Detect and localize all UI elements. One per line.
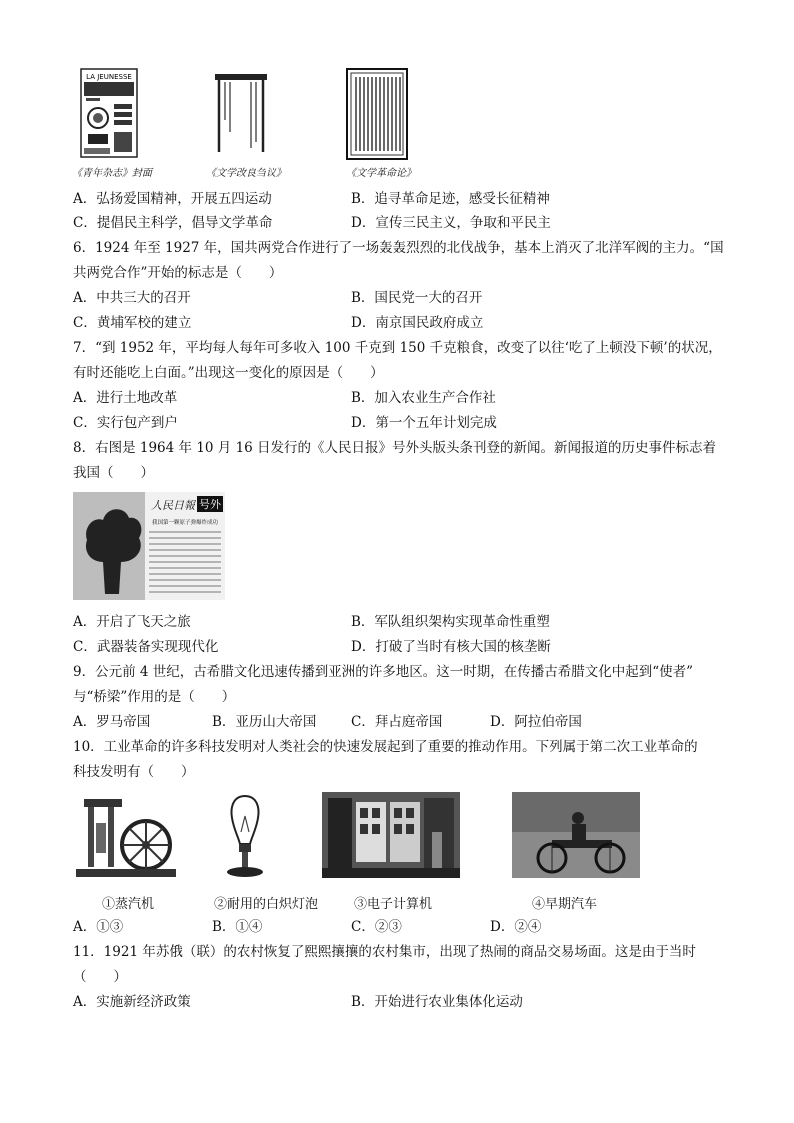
caption-literary-reform: 《文学改良刍议》	[206, 168, 286, 179]
q6-option-a: A．中共三大的召开	[73, 290, 191, 306]
q11-stem-line1: 11．1921 年苏俄（联）的农村恢复了熙熙攘攘的农村集市，出现了热闹的商品交易场面。这是由于当时	[73, 944, 696, 960]
caption-literary-revolution: 《文学革命论》	[346, 168, 416, 179]
q11-option-a: A．实施新经济政策	[73, 994, 191, 1010]
q6-option-d: D．南京国民政府成立	[351, 315, 484, 331]
caption-automobile: ④早期汽车	[532, 897, 598, 912]
literary-reform-image	[213, 72, 269, 156]
youth-magazine-cover-image	[80, 68, 138, 158]
caption-youth-magazine: 《青年杂志》封面	[72, 168, 152, 179]
q7-option-d: D．第一个五年计划完成	[351, 415, 497, 431]
q10-stem-line1: 10．工业革命的许多科技发明对人类社会的快速发展起到了重要的推动作用。下列属于第二次工业革命的	[73, 739, 698, 755]
q7-option-c: C．实行包产到户	[73, 415, 178, 431]
q9-option-c: C．拜占庭帝国	[351, 714, 443, 730]
q7-option-b: B．加入农业生产合作社	[351, 390, 496, 406]
q10-option-b: B．①④	[212, 919, 263, 935]
q6-stem-line2: 共两党合作”开始的标志是（ ）	[73, 265, 283, 281]
q10-option-a: A．①③	[73, 919, 124, 935]
q9-option-b: B．亚历山大帝国	[212, 714, 317, 730]
q9-stem-line2: 与“桥梁”作用的是（ ）	[73, 689, 236, 705]
caption-computer: ③电子计算机	[354, 897, 433, 912]
paper-headline: 我国第一颗原子弹爆炸成功	[151, 520, 219, 526]
q5-option-c: C．提倡民主科学，倡导文学革命	[73, 215, 273, 231]
q7-option-a: A．进行土地改革	[73, 390, 178, 406]
caption-bulb: ②耐用的白炽灯泡	[214, 897, 319, 912]
q8-stem-line2: 我国（ ）	[73, 465, 154, 481]
q6-stem-line1: 6．1924 年至 1927 年，国共两党合作进行了一场轰轰烈烈的北伐战争，基本上消灭了北洋军阀的主力。“国	[73, 240, 724, 256]
q11-option-b: B．开始进行农业集体化运动	[351, 994, 523, 1010]
q5-option-d: D．宣传三民主义，争取和平民主	[351, 215, 551, 231]
peoples-daily-extra-image	[73, 492, 225, 600]
q11-stem-line2: （ ）	[73, 969, 127, 985]
q9-option-a: A．罗马帝国	[73, 714, 151, 730]
q6-option-c: C．黄埔军校的建立	[73, 315, 192, 331]
steam-engine-image	[76, 795, 176, 879]
q10-stem-line2: 科技发明有（ ）	[73, 764, 195, 780]
early-automobile-image	[512, 792, 640, 878]
q8-stem-line1: 8．右图是 1964 年 10 月 16 日发行的《人民日报》号外头版头条刊登的新闻。新闻报道的历史事件标志着	[73, 440, 717, 456]
q8-option-b: B．军队组织架构实现革命性重塑	[351, 614, 550, 630]
q5-option-b: B．追寻革命足迹，感受长征精神	[351, 191, 550, 207]
q10-option-d: D．②④	[490, 919, 542, 935]
q8-option-a: A．开启了飞天之旅	[73, 614, 191, 630]
q7-stem-line2: 有时还能吃上白面。”出现这一变化的原因是（ ）	[73, 365, 384, 381]
q8-option-d: D．打破了当时有核大国的核垄断	[351, 639, 551, 655]
q8-option-c: C．武器装备实现现代化	[73, 639, 219, 655]
literary-revolution-image	[346, 68, 408, 160]
electronic-computer-image	[322, 792, 460, 878]
q9-option-d: D．阿拉伯帝国	[490, 714, 582, 730]
cover-masthead: LA JEUNESSE	[86, 73, 132, 81]
q6-option-b: B．国民党一大的召开	[351, 290, 483, 306]
q10-option-c: C．②③	[351, 919, 402, 935]
incandescent-bulb-image	[224, 792, 266, 878]
svg-text:人民日報: 人民日報	[151, 499, 195, 512]
paper-extra-label: 号外	[199, 498, 221, 511]
q9-stem-line1: 9．公元前 4 世纪，古希腊文化迅速传播到亚洲的许多地区。这一时期，在传播古希腊文化中起到“使者”	[73, 664, 694, 680]
caption-steam-engine: ①蒸汽机	[102, 897, 155, 912]
q5-option-a: A．弘扬爱国精神，开展五四运动	[73, 191, 272, 207]
q7-stem-line1: 7．“到 1952 年，平均每人每年可多收入 100 千克到 150 千克粮食，改变了以往‘吃了上顿没下顿’的状况，	[73, 340, 722, 356]
